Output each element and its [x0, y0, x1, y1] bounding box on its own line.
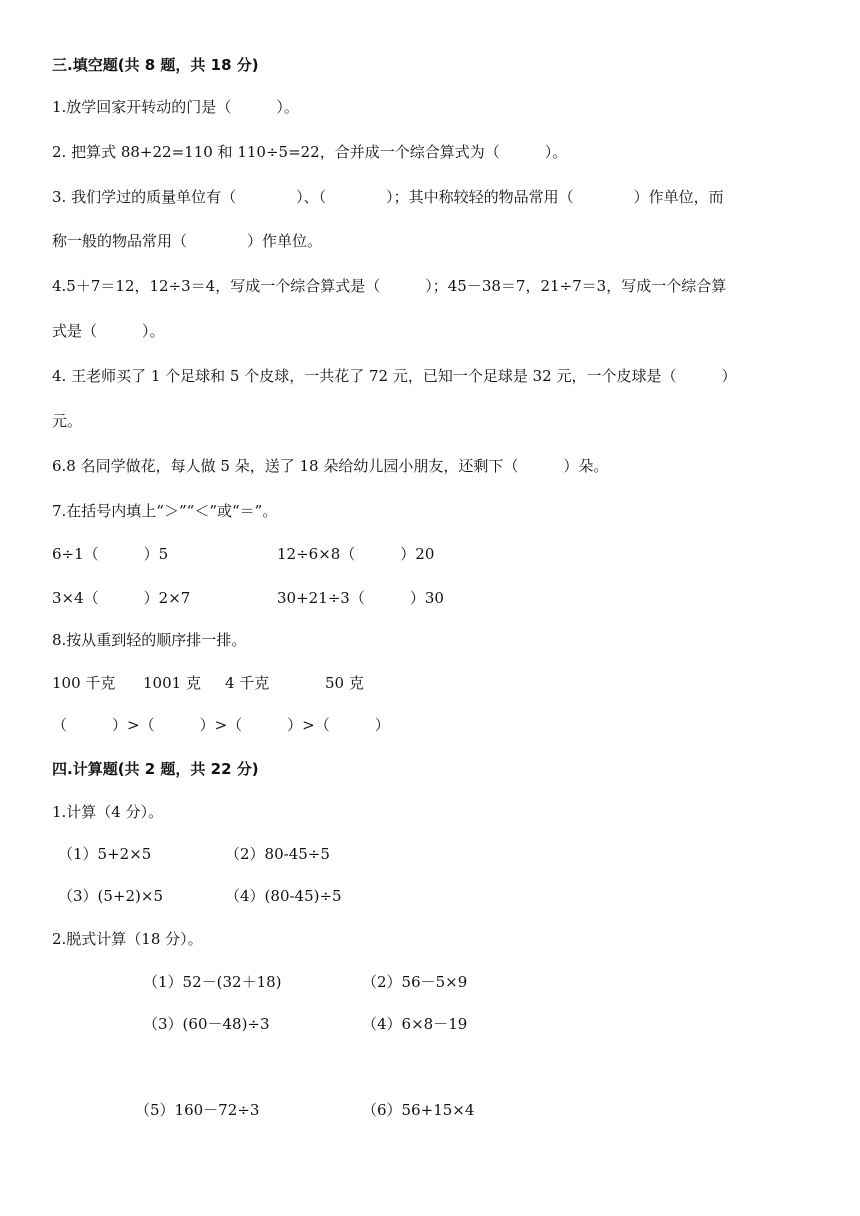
compare-item: 3×4（ ）2×7 — [52, 589, 191, 607]
calc-item: （2）80-45÷5 — [225, 845, 330, 863]
compare-item: 30+21÷3（ ）30 — [277, 589, 444, 607]
step-calc-item: （1）52－(32＋18) — [143, 973, 282, 991]
calc-item: （1）5+2×5 — [58, 845, 152, 863]
step-calc-item: （2）56－5×9 — [362, 973, 468, 991]
question-4-line-2: 式是（ ）。 — [52, 322, 165, 340]
compare-item: 6÷1（ ）5 — [52, 545, 169, 563]
weight-item: 4 千克 — [225, 674, 270, 692]
question-7: 7.在括号内填上“＞”“＜”或“＝”。 — [52, 502, 278, 520]
calc-question-1: 1.计算（4 分）。 — [52, 803, 164, 821]
question-8: 8.按从重到轻的顺序排一排。 — [52, 631, 247, 649]
calc-item: （4）(80-45)÷5 — [225, 887, 342, 905]
step-calc-item: （5）160－72÷3 — [135, 1101, 260, 1119]
section-title-calculation: 四.计算题(共 2 题，共 22 分) — [52, 760, 259, 778]
step-calc-item: （4）6×8－19 — [362, 1015, 468, 1033]
weight-item: 1001 克 — [143, 674, 201, 692]
weight-item: 100 千克 — [52, 674, 116, 692]
section-title-fill-in: 三.填空题(共 8 题，共 18 分) — [52, 56, 259, 74]
question-6: 6.8 名同学做花，每人做 5 朵，送了 18 朵给幼儿园小朋友，还剩下（ ）朵。 — [52, 457, 609, 475]
step-calc-item: （3）(60－48)÷3 — [143, 1015, 270, 1033]
question-2: 2. 把算式 88+22=110 和 110÷5=22，合并成一个综合算式为（ ）。 — [52, 143, 568, 161]
question-3-line-1: 3. 我们学过的质量单位有（ ）、（ ）；其中称较轻的物品常用（ ）作单位，而 — [52, 188, 724, 206]
weight-item: 50 克 — [325, 674, 364, 692]
question-1: 1.放学回家开转动的门是（ ）。 — [52, 98, 299, 116]
question-3-line-2: 称一般的物品常用（ ）作单位。 — [52, 232, 323, 250]
compare-item: 12÷6×8（ ）20 — [277, 545, 435, 563]
ordering-answer-blanks: （ ）>（ ）>（ ）>（ ） — [52, 716, 390, 734]
question-5-line-2: 元。 — [52, 412, 83, 430]
question-4-line-1: 4.5＋7＝12，12÷3＝4，写成一个综合算式是（ ）；45－38＝7，21÷7＝3，写成一个综合算 — [52, 277, 727, 295]
question-5-line-1: 4. 王老师买了 1 个足球和 5 个皮球，一共花了 72 元，已知一个足球是 32 元，一个皮球是（ ） — [52, 367, 737, 385]
calc-item: （3）(5+2)×5 — [58, 887, 164, 905]
step-calc-item: （6）56+15×4 — [362, 1101, 475, 1119]
calc-question-2: 2.脱式计算（18 分）。 — [52, 930, 203, 948]
